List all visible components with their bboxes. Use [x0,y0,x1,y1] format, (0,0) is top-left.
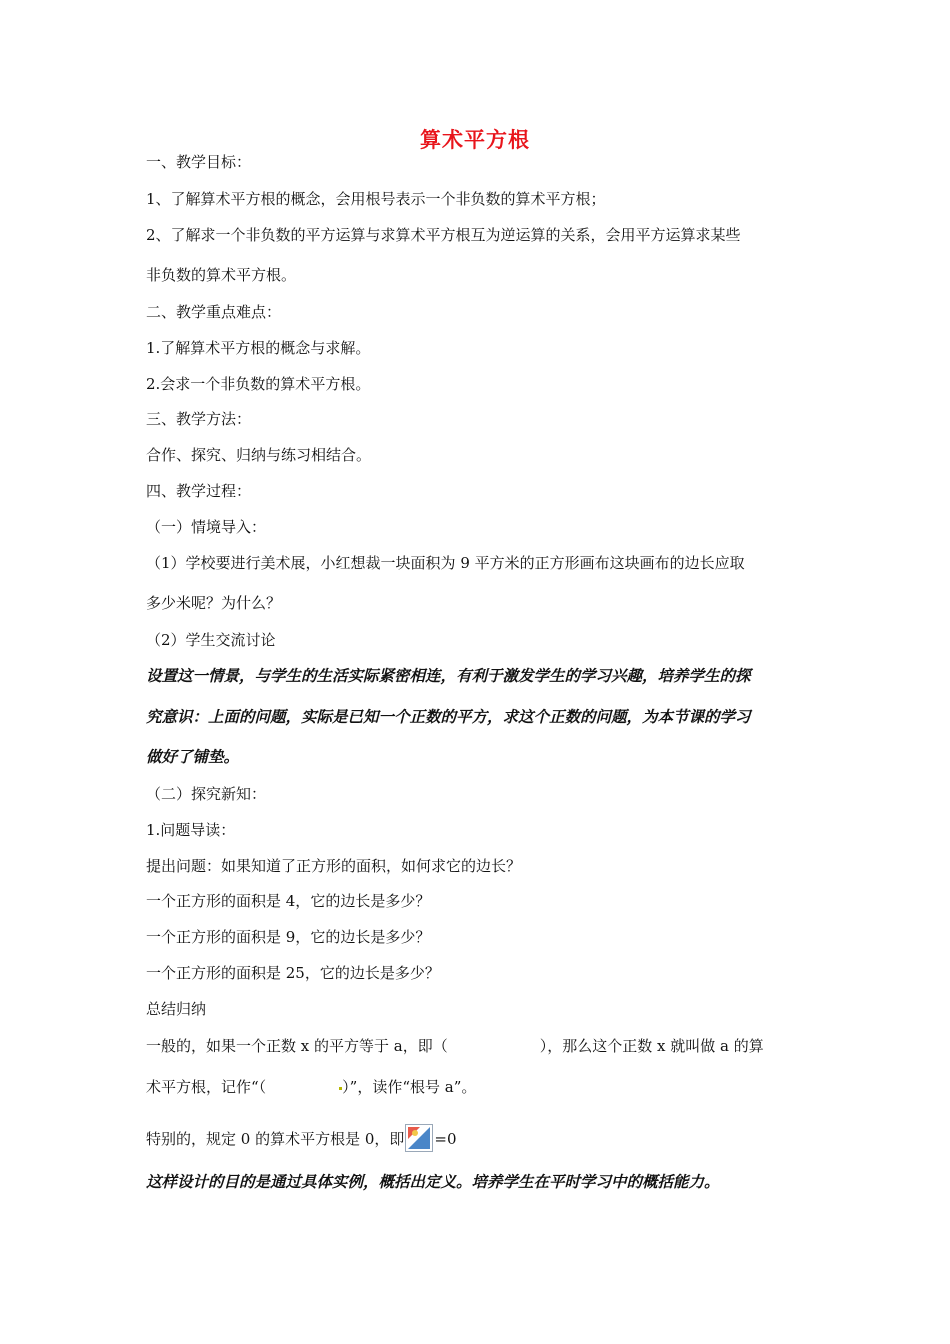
intro-problem-2: （2）学生交流讨论 [146,631,276,649]
subsection-intro: （一）情境导入： [146,518,267,536]
goal-item-2: 2、了解求一个非负数的平方运算与求算术平方根互为逆运算的关系，会用平方运算求某些 [146,226,741,244]
section-heading-goals: 一、教学目标： [146,153,252,171]
question-4: 一个正方形的面积是 25，它的边长是多少？ [146,964,440,982]
notation-text-post: ）”，读作“根号 a”。 [342,1078,477,1096]
methods-text: 合作、探究、归纳与练习相结合。 [146,446,372,464]
keypoint-2: 2.会求一个非负数的算术平方根。 [146,375,371,393]
question-3: 一个正方形的面积是 9，它的边长是多少？ [146,928,431,946]
section-heading-keypoints: 二、教学重点难点： [146,303,282,321]
design-note-1-end: 做好了铺垫。 [146,748,240,766]
definition-text-post: ），那么这个正数 x 就叫做 a 的算 [539,1037,764,1055]
definition-text-pre: 一般的，如果一个正数 x 的平方等于 a，即（ [146,1037,448,1055]
summary-heading: 总结归纳 [146,1000,207,1018]
section-heading-methods: 三、教学方法： [146,410,252,428]
question-guide-heading: 1.问题导读： [146,821,236,839]
keypoint-1: 1.了解算术平方根的概念与求解。 [146,339,371,357]
question-2: 一个正方形的面积是 4，它的边长是多少？ [146,892,431,910]
goal-item-1-text: 1、了解算术平方根的概念，会用根号表示一个非负数的算术平方根； [146,190,606,208]
design-note-2: 这样设计的目的是通过具体实例，概括出定义。培养学生在平时学习中的概括能力。 [146,1173,720,1191]
goal-item-2-cont: 非负数的算术平方根。 [146,266,297,284]
special-case-line [146,1124,457,1152]
subsection-explore: （二）探究新知： [146,785,267,803]
definition-line-1 [146,1036,764,1056]
goal-item-1 [146,189,606,209]
special-case-text: 特别的，规定 0 的算术平方根是 0，即 [146,1130,405,1148]
intro-problem-1: （1）学校要进行美术展，小红想裁一块面积为 9 平方米的正方形画布这块画布的边长应取 [146,554,745,572]
notation-text-pre: 术平方根，记作“（ [146,1078,267,1096]
page-title: 算术平方根 [420,128,530,152]
definition-line-2 [146,1077,476,1097]
section-heading-process: 四、教学过程： [146,482,252,500]
design-note-1: 设置这一情景，与学生的生活实际紧密相连，有利于激发学生的学习兴趣，培养学生的探 [146,667,751,685]
intro-problem-1-cont: 多少米呢？为什么？ [146,594,282,612]
question-1: 提出问题：如果知道了正方形的面积，如何求它的边长？ [146,857,522,875]
special-case-result: =0 [434,1130,457,1148]
design-note-1-cont: 究意识：上面的问题，实际是已知一个正数的平方，求这个正数的问题，为本节课的学习 [146,708,751,726]
broken-formula-image-icon [405,1124,433,1152]
